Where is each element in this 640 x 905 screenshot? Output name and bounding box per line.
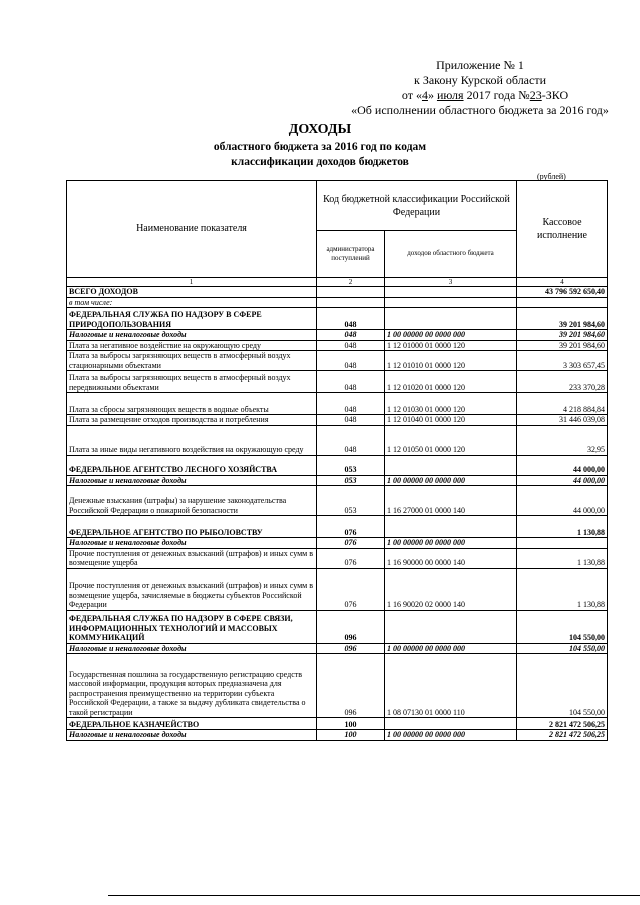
row-name: ФЕДЕРАЛЬНОЕ АГЕНТСТВО ЛЕСНОГО ХОЗЯЙСТВА [67, 455, 317, 475]
table-row [67, 548, 608, 568]
row-income-code: 1 12 01010 01 0000 120 [385, 351, 517, 371]
row-income-code: 1 12 01040 01 0000 120 [385, 415, 517, 426]
table-row [67, 415, 608, 426]
table-row [67, 643, 608, 654]
row-income-code: 1 00 00000 00 0000 000 [385, 730, 517, 741]
row-amount: 2 821 472 506,25 [517, 730, 608, 741]
row-amount: 104 550,00 [517, 643, 608, 654]
col-name-header: Наименование показателя [67, 181, 317, 278]
row-name: Налоговые и неналоговые доходы [67, 643, 317, 654]
table-row [67, 351, 608, 371]
row-name: ФЕДЕРАЛЬНАЯ СЛУЖБА ПО НАДЗОРУ В СФЕРЕ СВЯЗИ, ИНФОРМАЦИОННЫХ ТЕХНОЛОГИЙ И МАССОВЫХ КОММУНИКАЦИЙ [67, 610, 317, 643]
table-row [67, 730, 608, 741]
row-amount: 44 000,00 [517, 486, 608, 516]
document-subtitle-2: классификации доходов бюджетов [231, 156, 409, 168]
law-suffix: -ЗКО [541, 88, 569, 102]
row-income-code: 1 12 01030 01 0000 120 [385, 393, 517, 415]
col-number: 4 [517, 278, 608, 287]
row-admin-code: 048 [317, 351, 385, 371]
row-name: ФЕДЕРАЛЬНОЕ КАЗНАЧЕЙСТВО [67, 718, 317, 730]
row-name: Денежные взыскания (штрафы) за нарушение законодательства Российской Федерации о пожарной безопасности [67, 486, 317, 516]
row-admin-code: 053 [317, 455, 385, 475]
row-income-code: 1 00 00000 00 0000 000 [385, 643, 517, 654]
row-name: Плата за размещение отходов производства и потребления [67, 415, 317, 426]
row-amount: 4 218 884,84 [517, 393, 608, 415]
unit-label: (рублей) [537, 172, 566, 181]
row-name: Прочие поступления от денежных взысканий (штрафов) и иных сумм в возмещение ущерба [67, 548, 317, 568]
row-admin-code: 096 [317, 643, 385, 654]
table-row [67, 475, 608, 486]
row-income-code: 1 12 01050 01 0000 120 [385, 425, 517, 455]
row-amount: 32,95 [517, 425, 608, 455]
table-row [67, 718, 608, 730]
law-number: 23 [529, 88, 542, 102]
row-name: в том числе: [67, 297, 317, 308]
row-income-code [385, 308, 517, 330]
row-admin-code: 096 [317, 654, 385, 718]
row-income-code [385, 455, 517, 475]
row-name: Налоговые и неналоговые доходы [67, 730, 317, 741]
col-number: 3 [385, 278, 517, 287]
row-amount: 39 201 984,60 [517, 308, 608, 330]
row-income-code [385, 610, 517, 643]
row-amount: 44 000,00 [517, 455, 608, 475]
row-admin-code: 100 [317, 730, 385, 741]
table-row [67, 393, 608, 415]
row-admin-code: 053 [317, 486, 385, 516]
row-admin-code: 048 [317, 308, 385, 330]
row-name: Прочие поступления от денежных взысканий (штрафов) и иных сумм в возмещение ущерба, зачисляемые в бюджеты субъектов Российской Федерации [67, 568, 317, 610]
row-admin-code: 100 [317, 718, 385, 730]
table-row [67, 516, 608, 538]
date-prefix: от « [401, 88, 422, 102]
col-number: 1 [67, 278, 317, 287]
row-admin-code: 076 [317, 516, 385, 538]
row-name: Налоговые и неналоговые доходы [67, 538, 317, 549]
income-table [66, 180, 608, 741]
row-admin-code: 048 [317, 415, 385, 426]
row-amount: 104 550,00 [517, 654, 608, 718]
row-amount: 3 303 657,45 [517, 351, 608, 371]
row-admin-code: 076 [317, 548, 385, 568]
row-amount: 233 370,28 [517, 371, 608, 393]
row-amount: 104 550,00 [517, 610, 608, 643]
law-reference: к Закону Курской области [414, 73, 546, 87]
row-amount [517, 538, 608, 549]
table-row [67, 568, 608, 610]
row-income-code [385, 287, 517, 298]
row-income-code: 1 08 07130 01 0000 110 [385, 654, 517, 718]
table-row [67, 654, 608, 718]
law-date-line [355, 88, 615, 103]
date-month: июля [436, 88, 464, 102]
table-row [67, 486, 608, 516]
row-admin-code: 053 [317, 475, 385, 486]
table-row [67, 371, 608, 393]
col-admin-header: администратора поступлений [317, 231, 385, 278]
row-admin-code: 076 [317, 538, 385, 549]
table-row [67, 340, 608, 351]
row-admin-code: 048 [317, 330, 385, 341]
table-row [67, 330, 608, 341]
row-name: Плата за иные виды негативного воздействия на окружающую среду [67, 425, 317, 455]
row-name: Плата за негативное воздействие на окружающую среду [67, 340, 317, 351]
appendix-label: Приложение № 1 [436, 58, 524, 72]
row-amount: 31 446 039,08 [517, 415, 608, 426]
row-name: ФЕДЕРАЛЬНАЯ СЛУЖБА ПО НАДЗОРУ В СФЕРЕ ПРИРОДОПОЛЬЗОВАНИЯ [67, 308, 317, 330]
row-name: Государственная пошлина за государственную регистрацию средств массовой информации, продукция которых предназначена для распространения преимущественно на территории субъекта Российской Федерации, а также за выдачу дубликата свидетельства о такой регистрации [67, 654, 317, 718]
table-row [67, 297, 608, 308]
row-amount: 39 201 984,60 [517, 330, 608, 341]
row-admin-code: 096 [317, 610, 385, 643]
table-row [67, 287, 608, 298]
row-income-code: 1 16 27000 01 0000 140 [385, 486, 517, 516]
row-amount: 43 796 592 650,40 [517, 287, 608, 298]
table-row [67, 610, 608, 643]
row-admin-code: 048 [317, 425, 385, 455]
row-admin-code [317, 297, 385, 308]
row-amount: 44 000,00 [517, 475, 608, 486]
row-name: ФЕДЕРАЛЬНОЕ АГЕНТСТВО ПО РЫБОЛОВСТВУ [67, 516, 317, 538]
row-amount: 39 201 984,60 [517, 340, 608, 351]
row-name: Плата за выбросы загрязняющих веществ в атмосферный воздух стационарными объектами [67, 351, 317, 371]
row-name: ВСЕГО ДОХОДОВ [67, 287, 317, 298]
col-income-header: доходов областного бюджета [385, 231, 517, 278]
row-admin-code [317, 287, 385, 298]
row-admin-code: 048 [317, 340, 385, 351]
document-subtitle-1: областного бюджета за 2016 год по кодам [213, 141, 427, 153]
table-row [67, 455, 608, 475]
row-amount: 1 130,88 [517, 568, 608, 610]
law-title: «Об исполнении областного бюджета за 2016 год» [351, 103, 609, 117]
col-code-group-header: Код бюджетной классификации Российской Федерации [317, 181, 517, 231]
row-name: Плата за сбросы загрязняющих веществ в водные объекты [67, 393, 317, 415]
row-admin-code: 076 [317, 568, 385, 610]
document-title: ДОХОДЫ [288, 122, 352, 137]
page-bottom-rule [108, 895, 640, 896]
row-amount [517, 297, 608, 308]
row-admin-code: 048 [317, 371, 385, 393]
table-row [67, 538, 608, 549]
date-year: 2017 года № [466, 88, 530, 102]
row-income-code: 1 00 00000 00 0000 000 [385, 330, 517, 341]
row-name: Налоговые и неналоговые доходы [67, 475, 317, 486]
table-row [67, 308, 608, 330]
date-day: 4 [421, 88, 428, 102]
col-amount-header: Кассовое исполнение [517, 181, 608, 278]
date-mid: » [427, 88, 434, 102]
row-admin-code: 048 [317, 393, 385, 415]
row-name: Плата за выбросы загрязняющих веществ в атмосферный воздух передвижными объектами [67, 371, 317, 393]
row-amount: 2 821 472 506,25 [517, 718, 608, 730]
col-number: 2 [317, 278, 385, 287]
row-income-code: 1 16 90000 00 0000 140 [385, 548, 517, 568]
row-income-code: 1 00 00000 00 0000 000 [385, 475, 517, 486]
table-row [67, 425, 608, 455]
row-income-code [385, 718, 517, 730]
col-number-row [67, 278, 608, 287]
row-income-code [385, 297, 517, 308]
row-income-code: 1 00 00000 00 0000 000 [385, 538, 517, 549]
row-income-code: 1 12 01000 01 0000 120 [385, 340, 517, 351]
row-name: Налоговые и неналоговые доходы [67, 330, 317, 341]
row-income-code [385, 516, 517, 538]
row-income-code: 1 16 90020 02 0000 140 [385, 568, 517, 610]
row-amount: 1 130,88 [517, 516, 608, 538]
header-row [67, 181, 608, 231]
row-income-code: 1 12 01020 01 0000 120 [385, 371, 517, 393]
row-amount: 1 130,88 [517, 548, 608, 568]
